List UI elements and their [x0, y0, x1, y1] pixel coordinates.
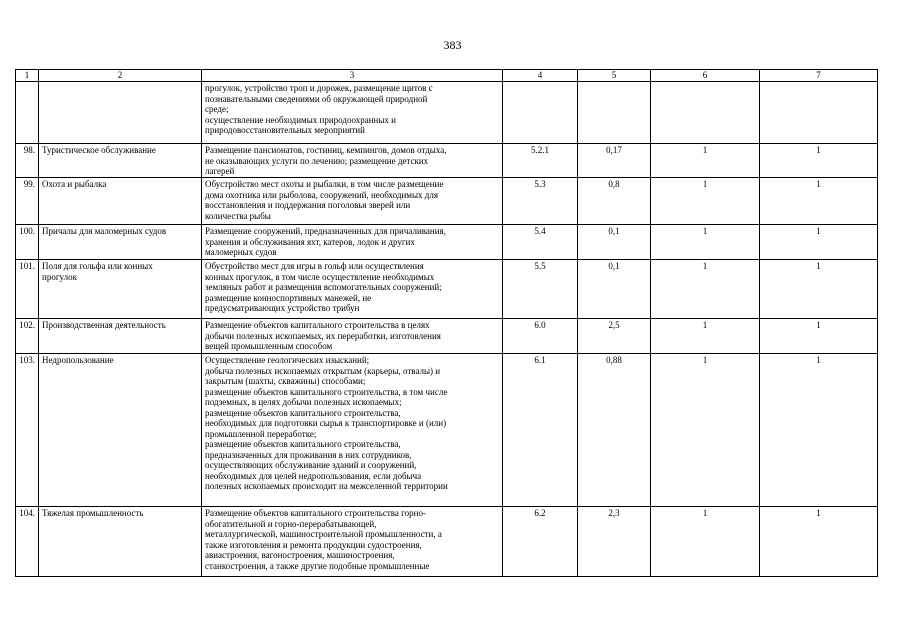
table-row: [16, 82, 878, 144]
table-row: [16, 225, 878, 260]
column-6-value: 1: [651, 507, 760, 577]
table-row: [16, 144, 878, 178]
column-7-value: 1: [760, 178, 878, 225]
column-7-value: 1: [760, 507, 878, 577]
row-number: 103.: [16, 354, 39, 507]
column-7-value: 1: [760, 260, 878, 319]
col-header-5: 5: [578, 70, 651, 82]
use-type-description: Размещение объектов капитального строительства в целях добычи полезных ископаемых, их переработки, изготовления вещей промышленным способом: [202, 319, 503, 354]
column-5-value: [578, 82, 651, 144]
use-type-description: прогулок, устройство троп и дорожек, размещение щитов с познавательными сведениями об окружающей природной среде; осуществление необходимых природоохранных и природовосстановительных мероприятий: [202, 82, 503, 144]
column-6-value: 1: [651, 260, 760, 319]
row-number: 101.: [16, 260, 39, 319]
use-type-name: Туристическое обслуживание: [39, 144, 202, 178]
row-number: 102.: [16, 319, 39, 354]
column-6-value: [651, 82, 760, 144]
use-type-code: 6.0: [503, 319, 578, 354]
page-number: 383: [443, 38, 462, 52]
row-number: 98.: [16, 144, 39, 178]
table-body: [16, 82, 878, 577]
column-5-value: 0,1: [578, 225, 651, 260]
column-7-value: [760, 82, 878, 144]
table-row: [16, 260, 878, 319]
row-number: 99.: [16, 178, 39, 225]
column-7-value: 1: [760, 144, 878, 178]
use-type-name: Производственная деятельность: [39, 319, 202, 354]
row-number: 100.: [16, 225, 39, 260]
use-type-name: Тяжелая промышленность: [39, 507, 202, 577]
use-type-code: 5.2.1: [503, 144, 578, 178]
use-type-name: Охота и рыбалка: [39, 178, 202, 225]
col-header-4: 4: [503, 70, 578, 82]
use-type-description: Обустройство мест для игры в гольф или осуществления конных прогулок, в том числе осуществление необходимых земляных работ и размещения вспомогательных сооружений; размещение конноспортивных манежей, не предусматривающих устройство трибун: [202, 260, 503, 319]
use-type-name: Причалы для маломерных судов: [39, 225, 202, 260]
column-7-value: 1: [760, 354, 878, 507]
column-6-value: 1: [651, 144, 760, 178]
column-6-value: 1: [651, 319, 760, 354]
column-6-value: 1: [651, 225, 760, 260]
row-number: 104.: [16, 507, 39, 577]
column-5-value: 2,3: [578, 507, 651, 577]
column-5-value: 0,88: [578, 354, 651, 507]
use-type-code: [503, 82, 578, 144]
column-6-value: 1: [651, 178, 760, 225]
land-use-table: [15, 69, 878, 577]
use-type-description: Размещение пансионатов, гостиниц, кемпингов, домов отдыха, не оказывающих услуги по лечению; размещение детских лагерей: [202, 144, 503, 178]
column-7-value: 1: [760, 225, 878, 260]
use-type-code: 6.1: [503, 354, 578, 507]
table-row: [16, 319, 878, 354]
table-row: [16, 178, 878, 225]
use-type-description: Размещение сооружений, предназначенных для причаливания, хранения и обслуживания яхт, катеров, лодок и других маломерных судов: [202, 225, 503, 260]
column-5-value: 0,17: [578, 144, 651, 178]
use-type-code: 5.4: [503, 225, 578, 260]
column-5-value: 0,1: [578, 260, 651, 319]
col-header-2: 2: [39, 70, 202, 82]
use-type-description: Размещение объектов капитального строительства горно- обогатительной и горно-перерабатывающей, металлургической, машиностроительной промышленности, а также изготовления и ремонта продукции судостроения, авиастроения, вагоностроения, машиностроения, станкостроения, а также другие подобные промышленные: [202, 507, 503, 577]
col-header-6: 6: [651, 70, 760, 82]
use-type-name: [39, 82, 202, 144]
header-row: [16, 70, 878, 82]
column-6-value: 1: [651, 354, 760, 507]
use-type-description: Осуществление геологических изысканий; добыча полезных ископаемых открытым (карьеры, отвалы) и закрытым (шахты, скважины) способами; размещение объектов капитального строительства, в том числе подземных, в целях добычи полезных ископаемых; размещение объектов капитального строительства, необходимых для подготовки сырья к транспортировке и (или) промышленной переработке; размещение объектов капитального строительства, предназначенных для проживания в них сотрудников, осуществляющих обслуживание зданий и сооружений, необходимых для целей недропользования, если добыча полезных ископаемых происходит на межселенной территории: [202, 354, 503, 507]
column-5-value: 2,5: [578, 319, 651, 354]
use-type-name: Поля для гольфа или конных прогулок: [39, 260, 202, 319]
col-header-1: 1: [16, 70, 39, 82]
table-row: [16, 507, 878, 577]
column-7-value: 1: [760, 319, 878, 354]
table-row: [16, 354, 878, 507]
col-header-3: 3: [202, 70, 503, 82]
use-type-code: 6.2: [503, 507, 578, 577]
col-header-7: 7: [760, 70, 878, 82]
row-number: [16, 82, 39, 144]
use-type-name: Недропользование: [39, 354, 202, 507]
use-type-description: Обустройство мест охоты и рыбалки, в том числе размещение дома охотника или рыболова, сооружений, необходимых для восстановления и поддержания поголовья зверей или количества рыбы: [202, 178, 503, 225]
use-type-code: 5.3: [503, 178, 578, 225]
column-5-value: 0,8: [578, 178, 651, 225]
use-type-code: 5.5: [503, 260, 578, 319]
